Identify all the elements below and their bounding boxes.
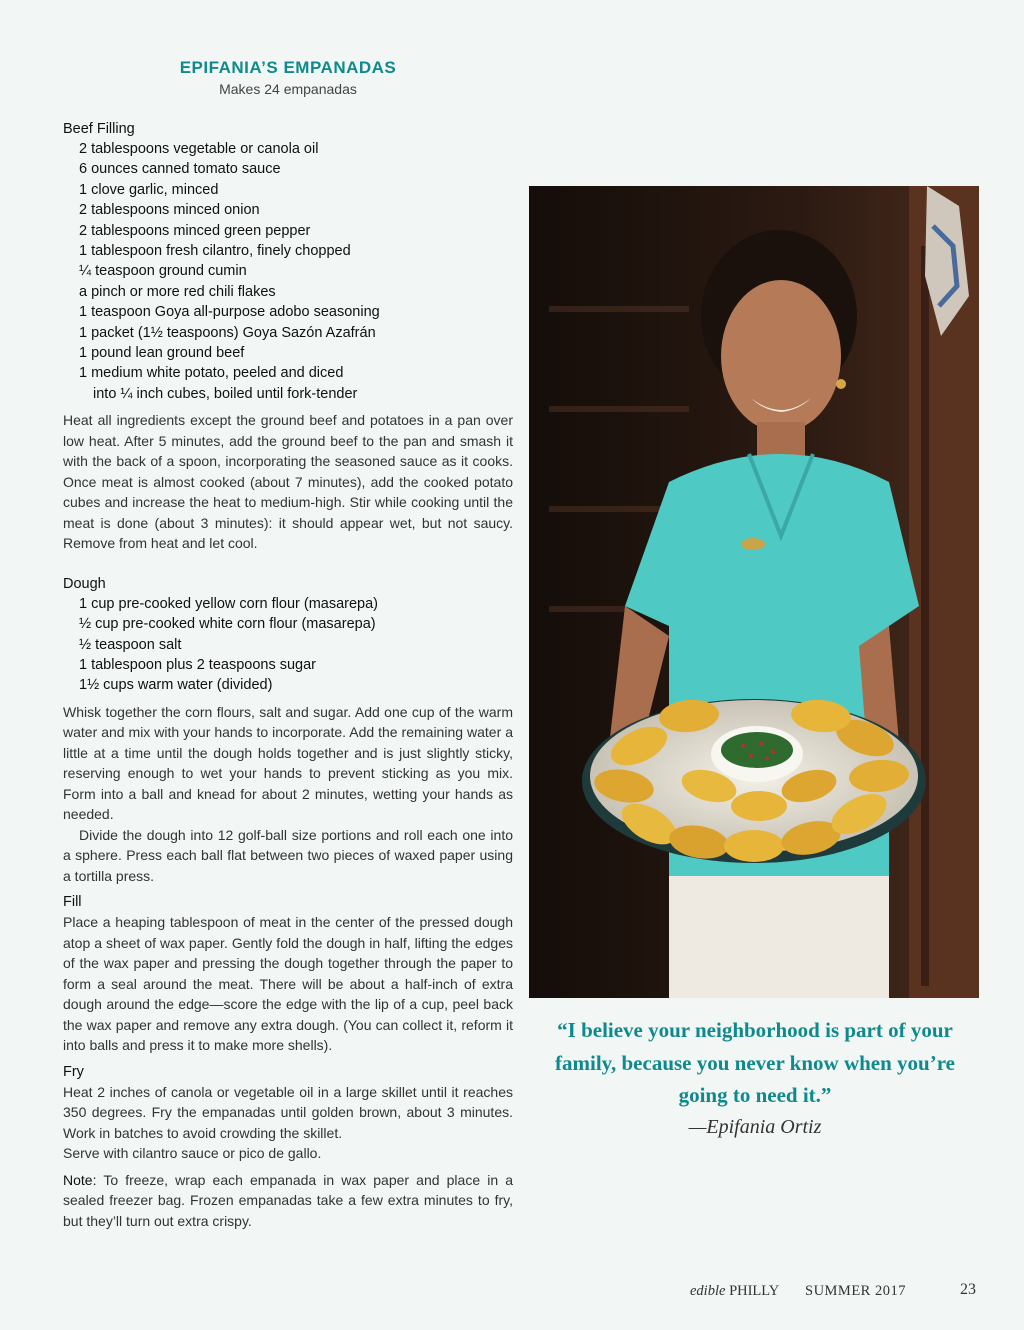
ingredient-item: 1 tablespoon fresh cilantro, finely chopped bbox=[79, 243, 351, 260]
dough-heading: Dough bbox=[63, 575, 106, 592]
earring bbox=[836, 379, 846, 389]
ingredient-item: a pinch or more red chili flakes bbox=[79, 283, 276, 300]
ingredient-item: 2 tablespoons minced green pepper bbox=[79, 222, 311, 239]
ingredient-item: 1 medium white potato, peeled and diced bbox=[79, 365, 344, 382]
face bbox=[721, 280, 841, 432]
recipe-column bbox=[63, 58, 513, 1231]
note-label: Note: bbox=[63, 1171, 97, 1188]
ingredient-item: 1 tablespoon plus 2 teaspoons sugar bbox=[79, 657, 317, 673]
beef-ingredient-list bbox=[63, 139, 513, 404]
pull-quote-attribution: —Epifania Ortiz bbox=[688, 1115, 822, 1138]
ingredient-item: 1 cup pre-cooked yellow corn flour (masarepa) bbox=[79, 595, 378, 612]
pull-quote bbox=[540, 1014, 970, 1139]
issue-label: SUMMER 2017 bbox=[805, 1283, 906, 1299]
fill-heading: Fill bbox=[63, 894, 82, 911]
page-footer bbox=[690, 1283, 990, 1300]
ingredient-item: ½ teaspoon salt bbox=[79, 636, 182, 653]
recipe-title: EPIFANIA’S EMPANADAS bbox=[179, 58, 397, 77]
page-number: 23 bbox=[960, 1281, 976, 1298]
ingredient-item: 2 tablespoons vegetable or canola oil bbox=[79, 141, 319, 157]
ingredient-item: into ¼ inch cubes, boiled until fork-tender bbox=[93, 385, 358, 402]
ingredient-item: 1 pound lean ground beef bbox=[79, 345, 245, 362]
magazine-brand bbox=[690, 1283, 779, 1299]
cilantro-sauce bbox=[721, 732, 793, 768]
fill-method: Place a heaping tablespoon of meat in the center of the pressed dough atop a sheet of wax paper. Gently fold the dough in half, lifting the edges of the wax paper and pressing the dough together through the paper to form a seal around the meat. There will be about a half-inch of extra dough around the edge—score the edge with the lip of a cup, peel back the wax paper and remove any extra dough. (You can collect it, reform it into balls and press it to make more shells). bbox=[63, 914, 513, 1054]
beef-method: Heat all ingredients except the ground beef and potatoes in a pan over low heat. After 5 minutes, add the ground beef to the pan and smash it with the back of a spoon, incorporating the seasoned sauce as it cooks. Once meat is almost cooked (about 7 minutes), add the cooked potato cubes and increase the heat to medium-high. Stir while cooking until the meat is done (about 3 minutes): it should appear wet, but not saucy. Remove from heat and let cool. bbox=[63, 412, 513, 552]
freeze-note bbox=[63, 1170, 513, 1232]
white-pants bbox=[669, 876, 889, 998]
recipe-yield: Makes 24 empanadas bbox=[219, 81, 357, 97]
beef-filling-heading: Beef Filling bbox=[63, 121, 135, 137]
dough-method-1: Whisk together the corn flours, salt and sugar. Add one cup of the warm water and mix with your hands to incorporate. Add the remaining water a little at a time until the dough holds together and is just slightly sticky, reserving enough to wet your hands to prevent sticking as you mix. Form into a ball and knead for about 2 minutes, wetting your hands as needed. bbox=[63, 703, 513, 823]
ingredient-item: 6 ounces canned tomato sauce bbox=[79, 161, 281, 178]
pull-quote-text: “I believe your neighborhood is part of your family, because you never know when you’re going to need it.” bbox=[555, 1018, 955, 1107]
door-frame-shadow bbox=[921, 246, 929, 986]
note-text: To freeze, wrap each empanada in wax paper and place in a sealed freezer bag. Frozen empanadas take a few extra minutes to fry, but they’ll turn out extra crispy. bbox=[63, 1171, 513, 1229]
ingredient-item: 1 teaspoon Goya all-purpose adobo seasoning bbox=[79, 304, 380, 321]
serve-note: Serve with cilantro sauce or pico de gallo. bbox=[63, 1145, 322, 1162]
dough-method-2: Divide the dough into 12 golf-ball size portions and roll each one into a sphere. Press each ball flat between two pieces of waxed paper using a tortilla press. bbox=[63, 826, 513, 884]
fry-method: Heat 2 inches of canola or vegetable oil in a large skillet until it reaches 350 degrees. Fry the empanadas until golden brown, about 3 minutes. Work in batches to avoid crowding the skillet. bbox=[63, 1083, 513, 1141]
brooch bbox=[741, 538, 765, 550]
fry-heading: Fry bbox=[63, 1063, 84, 1080]
ingredient-item: ¼ teaspoon ground cumin bbox=[79, 263, 247, 280]
ingredient-item: 1½ cups warm water (divided) bbox=[79, 677, 273, 694]
ingredient-item: 2 tablespoons minced onion bbox=[79, 202, 260, 219]
ingredient-item: 1 clove garlic, minced bbox=[79, 181, 219, 198]
dough-ingredient-list bbox=[63, 594, 513, 696]
brand-italic: edible bbox=[690, 1283, 726, 1299]
brand-name: PHILLY bbox=[725, 1283, 780, 1299]
ingredient-item: ½ cup pre-cooked white corn flour (masarepa) bbox=[79, 616, 376, 633]
photo-illustration bbox=[529, 186, 979, 998]
portrait-photo bbox=[529, 186, 979, 998]
ingredient-item: 1 packet (1½ teaspoons) Goya Sazón Azafrán bbox=[79, 324, 376, 341]
